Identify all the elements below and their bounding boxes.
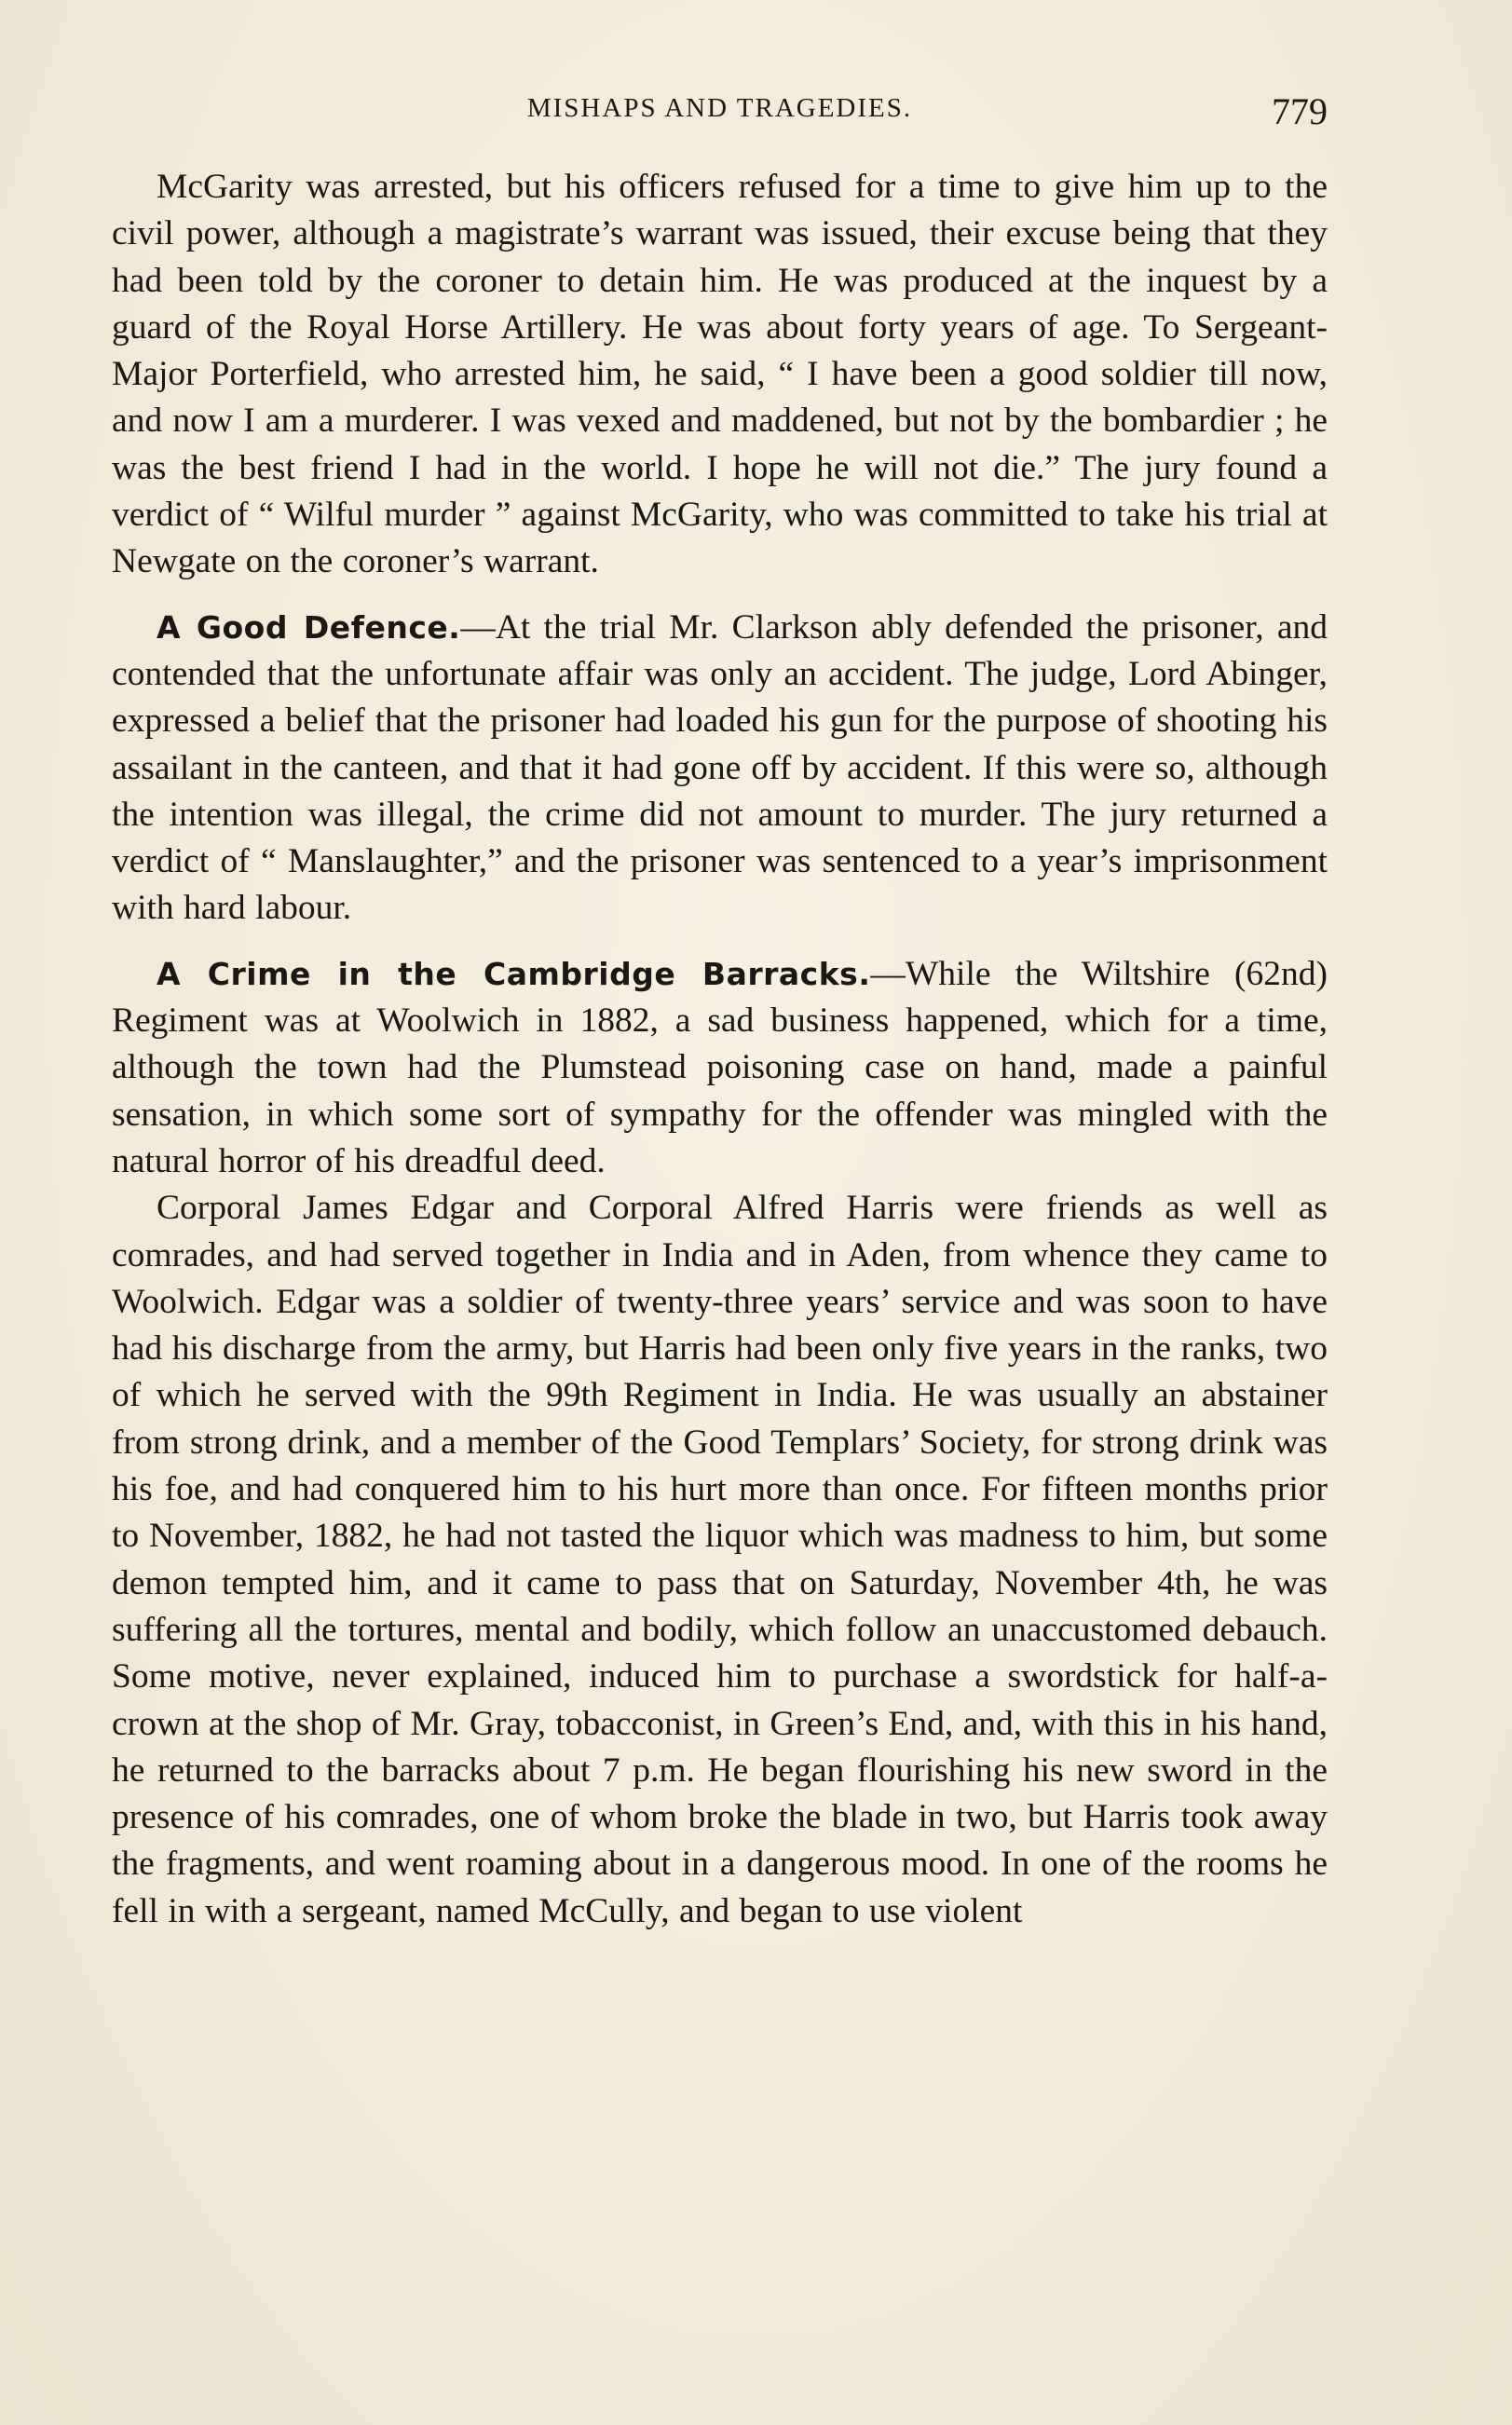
paragraph-text: Corporal James Edgar and Corporal Alfred Harris were friends as well as comrades, and had served together in India and in Aden, from whence they came to Woolwich. Edgar was a soldier of twenty-three years’ service and was soon to have had his discharge from the army, but Harris had been only five years in the ranks, two of which he served with the 99th Regiment in India. He was usually an abstainer from strong drink, and a member of the Good Templars’ Society, for strong drink was his foe, and had conquered him to his hurt more than once. For fifteen months prior to November, 1882, he had not tasted the liquor which was madness to him, but some demon tempted him, and it came to pass that on Saturday, November 4th, he was suffering all the tortures, mental and bodily, which follow an unaccustomed debauch. Some motive, never explained, induced him to purchase a swordstick for half-a-crown at the shop of Mr. Gray, tobacconist, in Green’s End, and, with this in his hand, he returned to the barracks about 7 p.m. He began flourishing his new sword in the presence of his comrades, one of whom broke the blade in two, but Harris took away the fragments, and went roaming about in a dangerous mood. In one of the rooms he fell in with a sergeant, named McCully, and began to use violent xyxy=(112,1189,1328,1930)
section-heading-cambridge-barracks: A Crime in the Cambridge Barracks. xyxy=(157,955,871,992)
body-text xyxy=(112,164,1328,1935)
paragraph-cambridge-barracks xyxy=(112,951,1328,1185)
paragraph-text: —While the Wiltshire (62nd) Regiment was at Woolwich in 1882, a sad business happened, which for a time, although the town had the Plumstead poisoning case on hand, made a painful sensation, in which some sort of sympathy for the offender was mingled with the natural horror of his dreadful deed. xyxy=(112,954,1328,1180)
page-number: 779 xyxy=(1272,90,1328,132)
running-title: MISHAPS AND TRAGEDIES. xyxy=(526,93,913,123)
paragraph-text: McGarity was arrested, but his officers refused for a time to give him up to the civil power, although a magistrate’s warrant was issued, their excuse being that they had been told by the coroner to detain him. He was produced at the inquest by a guard of the Royal Horse Artillery. He was about forty years of age. To Sergeant-Major Porterfield, who arrested him, he said, “ I have been a good soldier till now, and now I am a murderer. I was vexed and maddened, but not by the bombardier ; he was the best friend I had in the world. I hope he will not die.” The jury found a verdict of “ Wilful murder ” against McGarity, who was committed to take his trial at Newgate on the coroner’s warrant. xyxy=(112,168,1328,581)
paragraph-text: —At the trial Mr. Clarkson ably defended the prisoner, and contended that the unfortunate affair was only an accident. The judge, Lord Abinger, expressed a belief that the prisoner had loaded his gun for the purpose of shooting his assailant in the canteen, and that it had gone off by accident. If this were so, although the intention was illegal, the crime did not amount to murder. The jury returned a verdict of “ Manslaughter,” and the prisoner was sentenced to a year’s imprisonment with hard labour. xyxy=(112,607,1328,928)
paragraph-good-defence xyxy=(112,605,1328,933)
section-heading-good-defence: A Good Defence. xyxy=(157,608,461,646)
paragraph-edgar-harris xyxy=(112,1185,1328,1935)
paragraph-mcgarity-arrest xyxy=(112,164,1328,586)
running-head xyxy=(112,90,1328,140)
